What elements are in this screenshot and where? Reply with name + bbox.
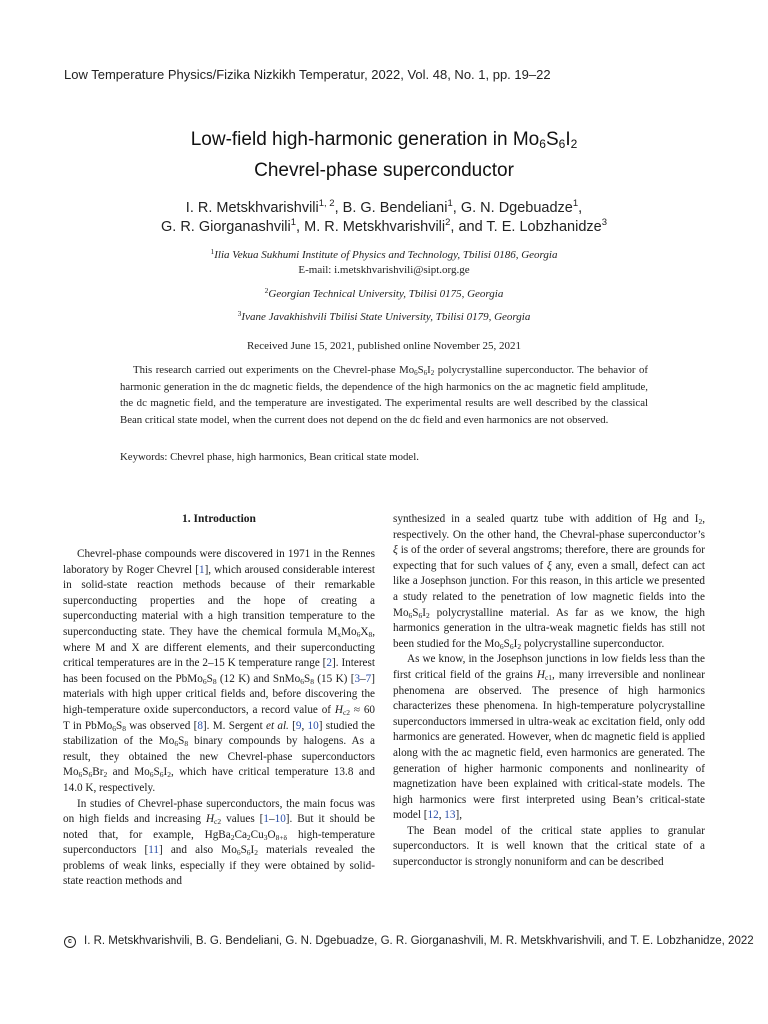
body-column-right	[393, 512, 705, 871]
paper-title	[0, 124, 768, 186]
title-line-1: Low-field high-harmonic generation in $Mo_6S_6I_2$	[190, 129, 578, 151]
received-date: Received June 15, 2021, published online November 25, 2021	[246, 340, 522, 352]
paragraph: In studies of Chevrel-phase superconductors, the main focus was on high fields and increasing $H_{c2}$ values [1–10]. But it should be noted that, for example, $HgBa_2Ca_2Cu_3O_{8+\delta}$ high-temperature superconductors [11] and also $Mo_6S_6I_2$ materials revealed the problems of weak links, especially if they were obtained by solid-state reaction methods and	[63, 797, 375, 888]
paragraph: synthesized in a sealed quartz tube with addition of Hg and $I_2$, respectively. On the other hand, the Chevral-phase superconductor’s ξ is of the order of several angstroms; therefore, there are grounds for expecting that for such values of ξ any, even a small, defect can act like a Josephson junction. For this reason, in this article we presented a study related to the penetration of low magnetic fields into the $Mo_6S_6I_2$ polycrystalline material. As far as we know, the high harmonics generation in the ultra-weak magnetic fields has still not been studied for the $Mo_6S_6I_2$ polycrystalline superconductor.	[393, 513, 706, 651]
affiliation-1: $^1$Ilia Vekua Sukhumi Institute of Physics and Technology, Tbilisi 0186, Georgia	[210, 247, 558, 261]
journal-citation: Low Temperature Physics/Fizika Nizkikh Temperatur, 2022, Vol. 48, No. 1, pp. 19–22	[64, 67, 551, 82]
author-line-1: I. R. Metskhvarishvili$^{1, 2}$, B. G. Bendeliani$^1$, G. N. Dgebuadze$^1$,	[185, 198, 583, 216]
affiliation-2: $^2$Georgian Technical University, Tbilisi 0175, Georgia	[264, 286, 504, 300]
abstract: This research carried out experiments on the Chevrel-phase $Mo_6S_6I_2$ polycrystalline superconductor. The behavior of harmonic generation in the dc magnetic fields, the dependence of the high harmonics on the ac magnetic field amplitude, the dc magnetic field, and the temperature are investigated. The experimental results are well described by the classical Bean critical state model, when the current does not depend on the dc field and even harmonics are not observed.	[120, 364, 648, 426]
keywords: Keywords: Chevrel phase, high harmonics, Bean critical state model.	[120, 451, 419, 463]
paragraph: As we know, in the Josephson junctions in low fields less than the first critical field of the grains $H_{c1}$, many irreversible and nonlinear phenomena are observed. The presence of high harmonics characterizes these phenomena. In high-temperature polycrystalline superconductors immersed in ultra-weak ac excitation field, only odd harmonics are generated. However, when dc magnetic field is applied along with the ac magnetic field, even harmonics are generated. The generation of higher harmonic components and nonlinearity of magnetization have been explained with critical-state models. The high harmonics were first interpreted using Bean’s critical-state model [12, 13],	[393, 653, 706, 822]
affiliation-3: $^3$Ivane Javakhishvili Tbilisi State University, Tbilisi 0179, Georgia	[237, 309, 531, 323]
paragraph: Chevrel-phase compounds were discovered in 1971 in the Rennes laboratory by Roger Chevrel [1], which aroused considerable interest in solid-state reaction methods because of their remarkable superconducting properties and the hope of creating a superconducting material with a high transition temperature to the superconducting state. They have the chemical formula $M_xMo_6X_8$, where M and X are different elements, and their superconducting critical temperatures are in the 2–15 K temperature range [2]. Interest has been focused on the $PbMo_6S_8$ (12 K) and $SnMo_6S_8$ (15 K) [3–7] materials with high upper critical fields and, before discovering the high-temperature oxide superconductors, a record value of $H_{c2} \approx 60$ T in $PbMo_6S_8$ was observed [8]. M. Sergent et al. [9, 10] studied the stabilization of the $Mo_6S_8$ binary compounds by halogens. As a result, they obtained the new Chevrel-phase superconductors $Mo_6S_6Br_2$ and $Mo_6S_6I_2$, which have critical temperature 13.8 and 14.0 K, respectively.	[63, 548, 376, 794]
paragraph: The Bean model of the critical state applies to granular superconductors. It is well known that the critical state of a superconductor is strongly nonuniform and can be described	[393, 824, 705, 869]
contact-email[interactable]: E-mail: i.metskhvarishvili@sipt.org.ge	[298, 264, 470, 276]
section-heading: 1. Introduction	[182, 513, 256, 525]
body-column-left	[63, 512, 375, 890]
author-line-2: G. R. Giorganashvili$^1$, M. R. Metskhvarishvili$^2$, and T. E. Lobzhanidze$^3$	[161, 217, 607, 235]
copyright-icon: c	[64, 936, 76, 948]
copyright-footer: c I. R. Metskhvarishvili, B. G. Bendeliani, G. N. Dgebuadze, G. R. Giorganashvili, M. R. Metskhvarishvili, and T. E. Lobzhanidze, 2022	[64, 935, 754, 948]
title-line-2: Chevrel-phase superconductor	[254, 160, 514, 181]
author-list	[0, 199, 768, 237]
